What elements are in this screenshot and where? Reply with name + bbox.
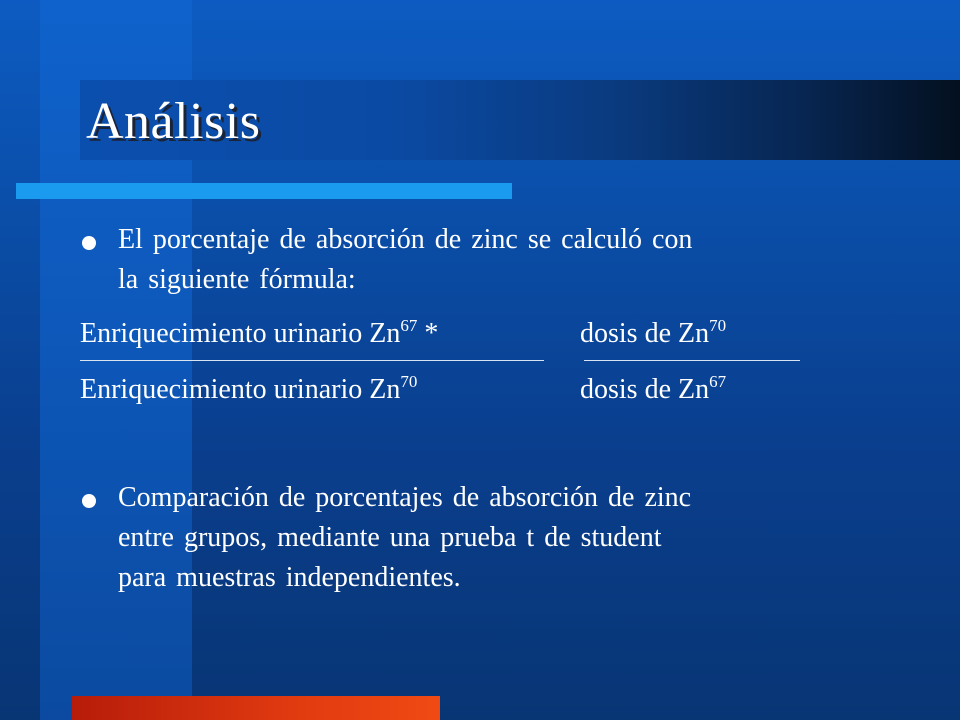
formula-numerator — [80, 316, 445, 352]
numerator-right-sup: 70 — [709, 316, 727, 335]
bullet-text-2 — [118, 478, 691, 598]
bullet-2-line-1: Comparación de porcentajes de absorción de zinc — [118, 482, 692, 513]
slide-title: Análisis — [86, 93, 261, 150]
denominator-right-text: dosis de Zn — [580, 374, 710, 405]
formula-denominator — [80, 372, 417, 408]
denominator-right-sup: 67 — [709, 372, 727, 391]
fraction-rule-left — [80, 360, 544, 361]
bullet-2-line-2: entre grupos, mediante una prueba t de student — [118, 522, 662, 553]
bullet-text-1 — [118, 220, 692, 300]
fraction-rule-right — [584, 360, 800, 361]
bullet-dot-2 — [82, 494, 96, 508]
denominator-left-text: Enriquecimiento urinario Zn — [80, 374, 401, 405]
numerator-left-text: Enriquecimiento urinario Zn — [80, 318, 401, 349]
formula-numerator-right — [580, 316, 726, 352]
title-accent-bar — [16, 183, 512, 199]
denominator-left-sup: 70 — [400, 372, 418, 391]
bullet-dot-1 — [82, 236, 96, 250]
formula-denominator-right — [580, 372, 726, 408]
bullet-1-line-1: El porcentaje de absorción de zinc se calculó con — [118, 224, 693, 255]
numerator-right-text: dosis de Zn — [580, 318, 710, 349]
bullet-2-line-3: para muestras independientes. — [118, 562, 461, 593]
formula-operator: * — [417, 318, 446, 349]
numerator-left-sup: 67 — [400, 316, 418, 335]
bottom-accent-bar — [72, 696, 440, 720]
bullet-1-line-2: la siguiente fórmula: — [118, 264, 356, 295]
